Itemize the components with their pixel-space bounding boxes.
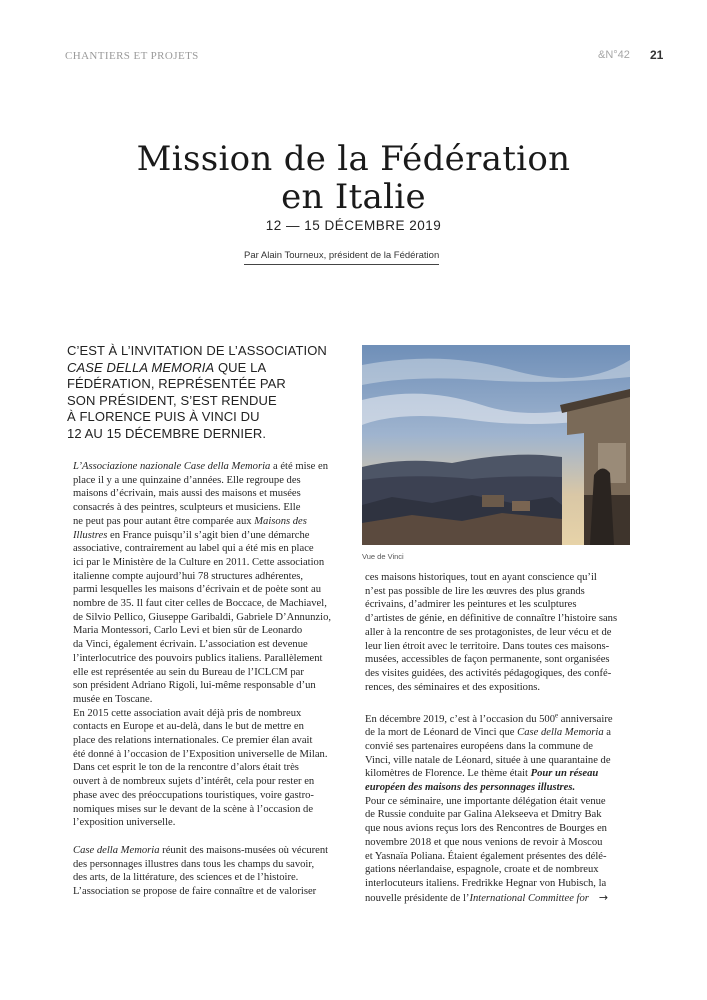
body-line: Maria Montessori, Carlo Levi et bien sûr de Leonardo bbox=[73, 625, 303, 637]
body-line: gations néerlandaise, espagnole, croate et de nombreux bbox=[365, 864, 599, 876]
body-line: novembre 2018 et que nous venions de revoir à Moscou bbox=[365, 836, 603, 848]
body-line bbox=[73, 845, 328, 856]
intro-line: À FLORENCE PUIS À VINCI DU bbox=[67, 409, 260, 425]
body-column-2-bottom bbox=[365, 709, 637, 905]
body-text: en France puisqu’il s’agit bien d’une démarche bbox=[107, 529, 310, 541]
body-line: ces maisons historiques, tout en ayant conscience qu’il bbox=[365, 572, 597, 583]
body-line: nombre de 35. Il faut citer celles de Boccace, de Machiavel, bbox=[73, 598, 327, 610]
paragraph bbox=[73, 844, 355, 899]
intro-line bbox=[67, 360, 347, 377]
body-text: a été mise en bbox=[270, 461, 328, 472]
body-line: Vinci, ville natale de Léonard, située à une quarantaine de bbox=[365, 754, 611, 766]
intro-line: 12 AU 15 DÉCEMBRE DERNIER. bbox=[67, 425, 267, 441]
body-line: et Yasnaïa Poliana. Étaient également présentes des délé- bbox=[365, 850, 607, 862]
italic-text: Illustres bbox=[73, 529, 108, 541]
body-line bbox=[73, 461, 328, 472]
continue-arrow-icon: → bbox=[598, 890, 609, 904]
intro-lead bbox=[67, 343, 347, 443]
body-line bbox=[365, 711, 613, 725]
italic-text: L’Associazione nazionale Case della Memoria bbox=[73, 461, 271, 472]
italic-text: Maisons des bbox=[254, 515, 307, 527]
body-line bbox=[73, 516, 307, 527]
intro-text: QUE LA bbox=[214, 359, 267, 375]
body-line bbox=[73, 530, 309, 541]
byline: Par Alain Tourneux, président de la Fédération bbox=[244, 250, 439, 265]
intro-line: SON PRÉSIDENT, S’EST RENDUE bbox=[67, 392, 277, 408]
body-line: Dans cet esprit le ton de la rencontre d’alors était très bbox=[73, 762, 299, 774]
body-line: des arts, de la littérature, des sciences et de l’histoire. bbox=[73, 872, 299, 884]
body-line: place des relations internationales. Ce premier élan avait bbox=[73, 735, 313, 747]
theme-text: Pour un réseau bbox=[530, 768, 599, 780]
body-line: interlocuteurs italiens. Fredrikke Hegnar von Hubisch, la bbox=[365, 877, 607, 889]
body-text: a bbox=[603, 727, 612, 739]
body-text: anniversaire bbox=[558, 713, 613, 725]
article-dates: 12 — 15 DÉCEMBRE 2019 bbox=[265, 218, 442, 233]
body-line: leur lien étroit avec le territoire. Dans toutes ces maisons- bbox=[365, 640, 610, 652]
body-line: que nous avions reçus lors des Rencontres de Bourges en bbox=[365, 823, 607, 835]
body-line: son président Adriano Rigoli, lui-même responsable d’un bbox=[73, 680, 316, 692]
body-line: italienne compte aujourd’hui 78 structures adhérentes, bbox=[73, 570, 304, 582]
body-line: Pour ce séminaire, une importante délégation était venue bbox=[365, 795, 606, 807]
issue-number: &N°42 bbox=[598, 49, 630, 61]
body-line: elle est représentée au sein du Bureau de l’ICLCM par bbox=[73, 666, 304, 678]
body-line: écrivains, d’admirer les peintures et les sculptures bbox=[365, 599, 577, 611]
vinci-photo bbox=[362, 345, 630, 545]
body-line bbox=[365, 727, 611, 738]
body-line: l’exposition universelle. bbox=[73, 817, 176, 829]
body-text: de la mort de Léonard de Vinci que bbox=[365, 727, 518, 739]
italic-text: International Committee for bbox=[469, 892, 589, 904]
body-line: ouvert à de nombreux sujets d’intérêt, cela pour rester en bbox=[73, 776, 315, 788]
theme-text: européen des maisons des personnages illustres. bbox=[365, 782, 576, 794]
body-line bbox=[365, 890, 609, 904]
intro-line: FÉDÉRATION, REPRÉSENTÉE PAR bbox=[67, 376, 286, 392]
title-line-1: Mission de la Fédération bbox=[136, 139, 571, 179]
body-line: maisons d’écrivain, mais aussi des maisons et musées bbox=[73, 488, 301, 500]
body-line: contacts en Europe et au-delà, dans le but de mettre en bbox=[73, 721, 304, 733]
title-line-2: en Italie bbox=[281, 177, 426, 217]
section-label: CHANTIERS ET PROJETS bbox=[65, 50, 199, 62]
body-line: l’interlocutrice des pouvoirs publics italiens. Parallèlement bbox=[73, 652, 323, 664]
body-line: de Silvio Pellico, Giuseppe Garibaldi, Gabriele D’Annunzio, bbox=[73, 611, 332, 623]
body-line: associative, contrairement au label qui a été mis en place bbox=[73, 543, 314, 555]
italic-text: Case della Memoria bbox=[517, 727, 604, 739]
body-line: En 2015 cette association avait déjà pris de nombreux bbox=[73, 707, 302, 719]
body-line: été donné à l’occasion de l’Exposition universelle de Milan. bbox=[73, 748, 328, 760]
body-line: ici par le Ministère de la Culture en 2011. Cette association bbox=[73, 556, 325, 568]
body-line: n’est pas possible de lire les œuvres des plus grands bbox=[365, 585, 585, 597]
body-column-1 bbox=[73, 460, 355, 899]
body-line: musée en Toscane. bbox=[73, 693, 153, 705]
body-line: place il y a une quinzaine d’années. Elle regroupe des bbox=[73, 474, 301, 486]
intro-line: C’EST À L’INVITATION DE L’ASSOCIATION bbox=[67, 343, 327, 358]
body-line: parmi lesquelles les maisons d’écrivain et de poète sont au bbox=[73, 584, 321, 596]
paragraph bbox=[365, 571, 637, 694]
body-line: des visites guidées, des activités pédagogiques, des confé- bbox=[365, 667, 612, 679]
body-text: En décembre 2019, c’est à l’occasion du 500 bbox=[365, 713, 556, 725]
body-line: de Russie conduite par Galina Alekseeva et Dmitry Bak bbox=[365, 809, 602, 821]
body-line: convié ses partenaires européens dans la commune de bbox=[365, 740, 593, 752]
body-line: rences, des séminaires et des expositions. bbox=[365, 681, 541, 693]
paragraph bbox=[365, 709, 637, 905]
body-line: phase avec des préoccupations touristiques, voire gastro- bbox=[73, 789, 314, 801]
body-text: réunit des maisons-musées où vécurent bbox=[159, 844, 329, 856]
body-text: nouvelle présidente de l’ bbox=[365, 892, 470, 904]
body-line: L’association se propose de faire connaître et de valoriser bbox=[73, 886, 317, 898]
body-line: nomiques mises sur le devant de la scène à l’occasion de bbox=[73, 803, 314, 815]
body-line: d’artistes de génie, en définitive de connaître l’histoire sans bbox=[365, 613, 618, 625]
body-text: ne peut pas pour autant être comparée aux bbox=[73, 515, 255, 527]
article-title bbox=[60, 140, 647, 216]
body-line: aller à la rencontre de ses protagonistes, de leur vécu et de bbox=[365, 626, 612, 638]
body-line bbox=[365, 768, 598, 779]
body-column-2-top bbox=[365, 571, 637, 694]
body-line: consacrés à des peintres, sculpteurs et musiciens. Elle bbox=[73, 502, 301, 514]
paragraph bbox=[73, 460, 355, 830]
body-line: da Vinci, également écrivain. L’association est devenue bbox=[73, 639, 308, 651]
italic-text: Case della Memoria bbox=[73, 844, 160, 856]
body-text: kilomètres de Florence. Le thème était bbox=[365, 768, 531, 780]
superscript: e bbox=[555, 711, 559, 719]
body-line: musées, accessibles de façon permanente, sont organisées bbox=[365, 654, 610, 666]
intro-italic: CASE DELLA MEMORIA bbox=[67, 359, 215, 375]
body-line: des personnages illustres dans tous les champs du savoir, bbox=[73, 858, 315, 870]
page-number: 21 bbox=[650, 48, 664, 62]
photo-caption: Vue de Vinci bbox=[362, 552, 404, 561]
